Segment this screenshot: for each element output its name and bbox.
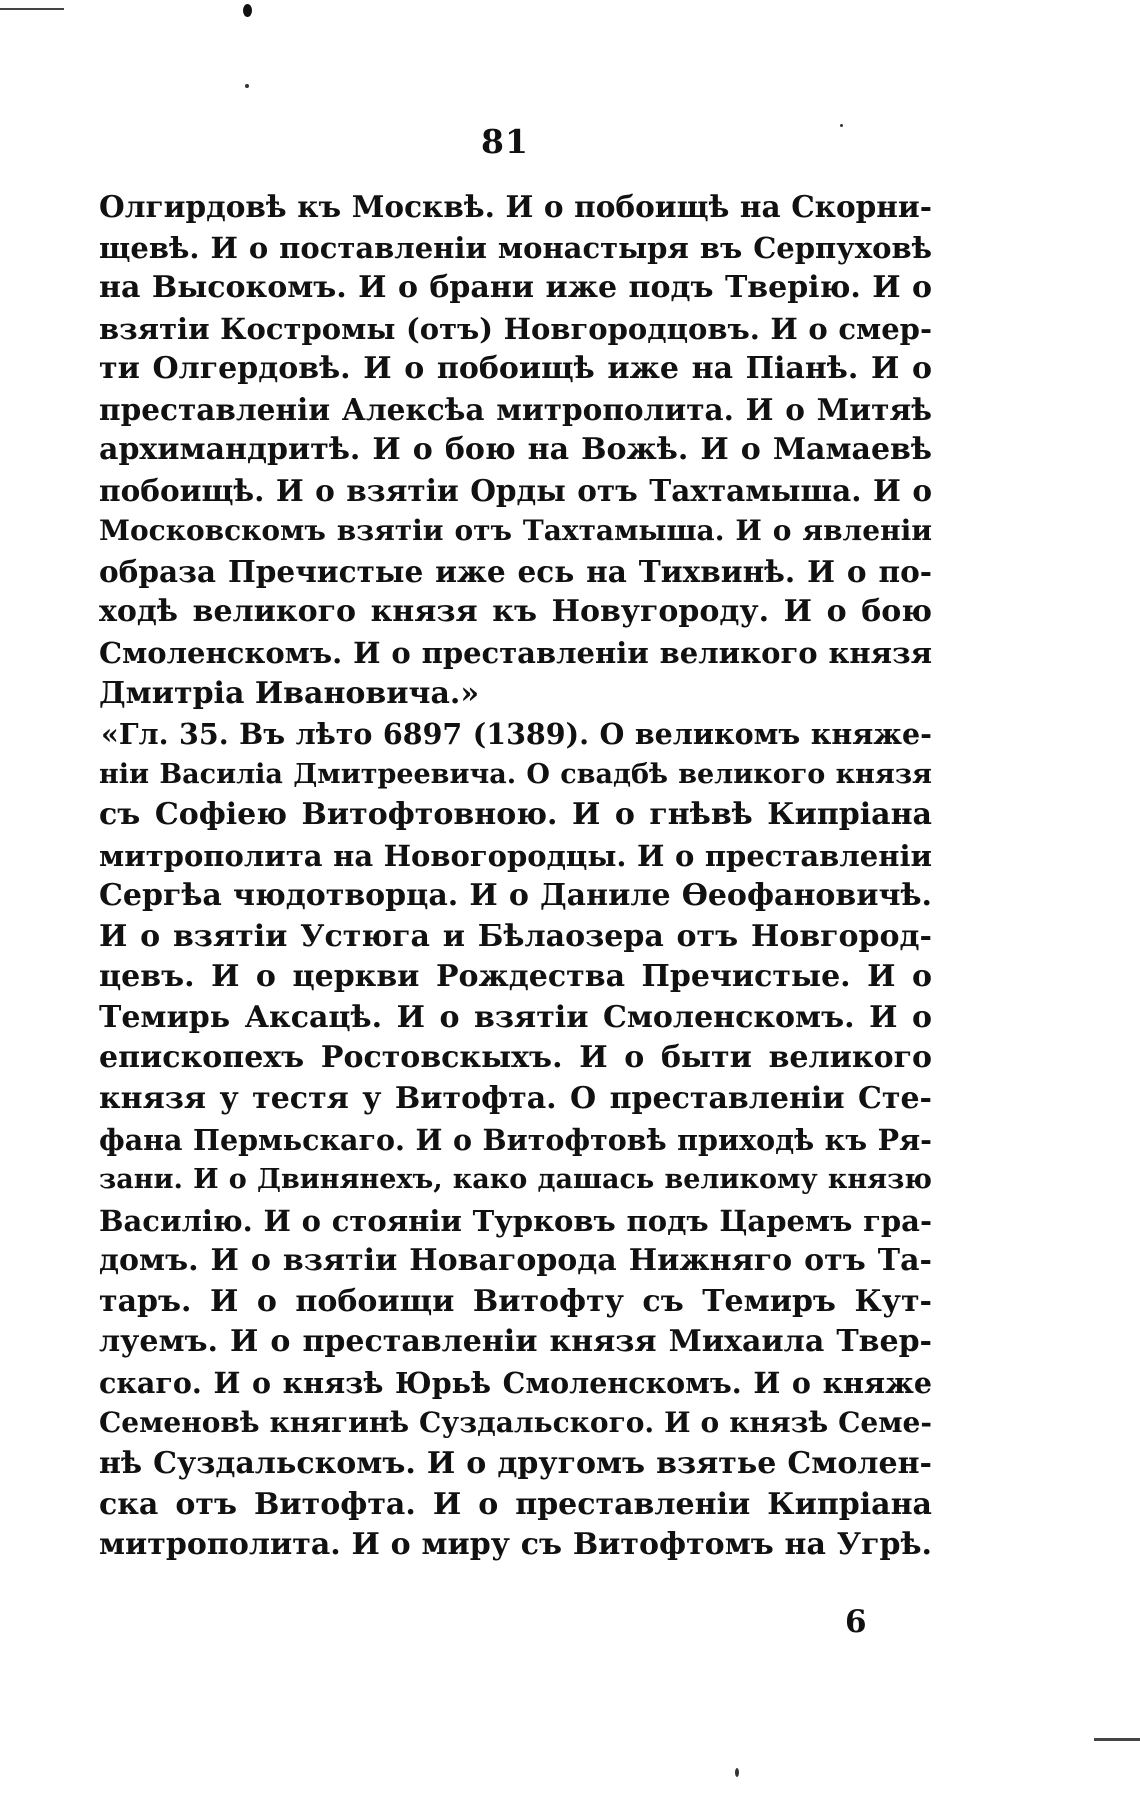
text-line: князя у тестя у Витофта. О преставленіи Сте- xyxy=(99,1081,932,1117)
text-line: скаго. И о князѣ Юрьѣ Смоленскомъ. И о княже xyxy=(99,1365,932,1400)
page-number: 81 xyxy=(481,122,529,161)
text-line: митрополита на Новогородцы. И о преставленіи xyxy=(99,838,932,873)
text-line: Василію. И о стояніи Турковъ подъ Царемъ гра- xyxy=(99,1203,932,1238)
text-line: ти Олгердовѣ. И о побоищѣ иже на Піанѣ. И о xyxy=(99,351,932,387)
text-line: Темирь Аксацѣ. И о взятіи Смоленскомъ. И о xyxy=(99,999,932,1035)
text-line: Дмитріа Ивановича.» xyxy=(99,675,480,711)
text-line: преставленіи Алексѣа митрополита. И о Митяѣ xyxy=(99,391,932,427)
text-line: Смоленскомъ. И о преставленіи великого князя xyxy=(99,636,932,671)
ink-speck xyxy=(735,1768,739,1777)
text-line: съ Софіею Витофтовною. И о гнѣвѣ Кипріана xyxy=(99,797,932,833)
text-line: митрополита. И о миру съ Витофтомъ на Угрѣ. xyxy=(99,1527,932,1563)
text-line: нѣ Суздальскомъ. И о другомъ взятье Смолен- xyxy=(99,1445,932,1481)
ink-speck xyxy=(245,84,249,88)
bottom-border-rule xyxy=(1094,1738,1140,1741)
text-line: епископехъ Ростовскыхъ. И о быти великого xyxy=(99,1040,932,1076)
text-line: ніи Василіа Дмитреевича. О свадбѣ великого князя xyxy=(99,758,932,790)
text-line: луемъ. И о преставленіи князя Михаила Твер- xyxy=(99,1324,932,1360)
text-line: архимандритѣ. И о бою на Вожѣ. И о Мамаевѣ xyxy=(99,432,932,468)
text-line: Семеновѣ княгинѣ Суздальского. И о князѣ Семе- xyxy=(99,1406,932,1440)
ink-dot xyxy=(243,4,252,17)
text-line: ходѣ великого князя къ Новугороду. И о бою xyxy=(99,594,932,630)
text-line: ска отъ Витофта. И о преставленіи Кипріана xyxy=(99,1486,932,1522)
text-line: Московскомъ взятіи отъ Тахтамыша. И о явленіи xyxy=(99,514,932,548)
text-line: взятіи Костромы (отъ) Новгородцовъ. И о смер- xyxy=(99,311,932,346)
text-line: зани. И о Двинянехъ, како дашась великому князю xyxy=(99,1164,932,1196)
text-line: Сергѣа чюдотворца. И о Даниле Ѳеофановичѣ. xyxy=(99,878,932,914)
body-text xyxy=(99,187,932,1566)
text-line: И о взятіи Устюга и Бѣлаозера отъ Новгород- xyxy=(99,918,932,954)
text-line: щевѣ. И о поставленіи монастыря въ Серпуховѣ xyxy=(99,230,932,265)
text-line: фана Пермьскаго. И о Витофтовѣ приходѣ къ Ря- xyxy=(99,1122,932,1157)
text-line: Олгирдовѣ къ Москвѣ. И о побоищѣ на Скорни- xyxy=(99,189,932,224)
text-line: на Высокомъ. И о брани иже подъ Тверію. И о xyxy=(99,270,932,306)
chapter-heading-line: «Гл. 35. Въ лѣто 6897 (1389). О великомъ княже- xyxy=(101,717,932,752)
text-line: таръ. И о побоищи Витофту съ Темиръ Кут- xyxy=(99,1283,932,1319)
signature-mark: 6 xyxy=(845,1604,867,1640)
top-border-rule xyxy=(0,8,64,10)
text-line: образа Пречистые иже есь на Тихвинѣ. И о по- xyxy=(99,553,932,589)
text-line: цевъ. И о церкви Рождества Пречистые. И о xyxy=(99,959,932,995)
text-line: побоищѣ. И о взятіи Орды отъ Тахтамыша. И о xyxy=(99,472,932,508)
text-line: домъ. И о взятіи Новагорода Нижняго отъ Та- xyxy=(99,1243,932,1279)
